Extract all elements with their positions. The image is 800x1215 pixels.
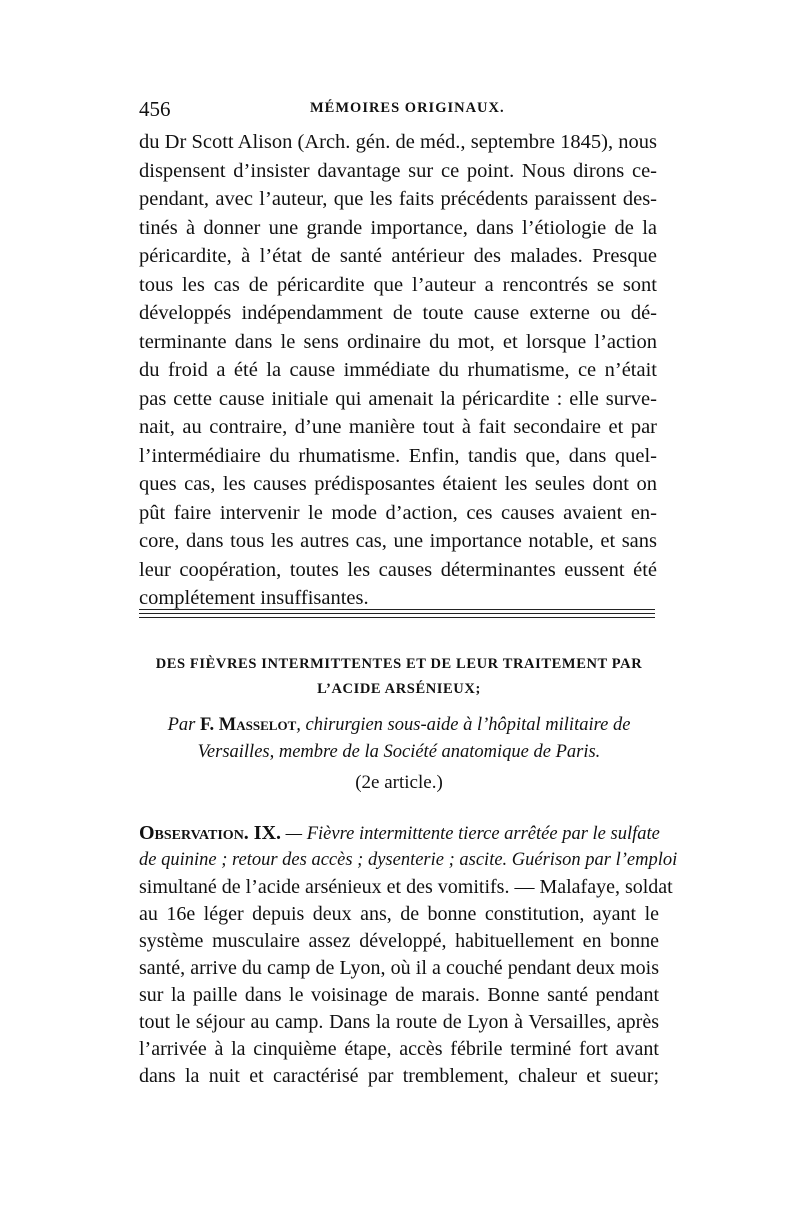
text-line: du froid a été la cause immédiate du rhumatisme, ce n’était — [139, 359, 657, 381]
observation-paragraph — [139, 820, 678, 1090]
text-line: complétement insuffisantes. — [139, 587, 369, 609]
text-line: l’intermédiaire du rhumatisme. Enfin, tandis que, dans quel- — [139, 444, 657, 467]
text-line: tous les cas de péricardite que l’auteur a rencontrés se sont — [139, 273, 657, 296]
text-line: tinés à donner une grande importance, dans l’étiologie de la — [139, 216, 657, 239]
text-line: sur la paille dans le voisinage de marais. Bonne santé pendant — [139, 984, 659, 1006]
byline-affiliation-2: Versailles, membre de la Société anatomique de Paris. — [197, 742, 601, 762]
article-title-line: L’ACIDE ARSÉNIEUX; — [317, 681, 481, 697]
text-line: pût faire intervenir le mode d’action, ces causes avaient en- — [139, 501, 657, 524]
divider-rule — [139, 617, 655, 618]
text-line: système musculaire assez développé, habituellement en bonne — [139, 930, 659, 952]
text-line: tout le séjour au camp. Dans la route de Lyon à Versailles, après — [139, 1011, 659, 1033]
text-line: simultané de l’acide arsénieux et des vomitifs. — Malafaye, soldat — [139, 876, 673, 898]
article-title-line: DES FIÈVRES INTERMITTENTES ET DE LEUR TRAITEMENT PAR — [155, 656, 643, 672]
text-line: leur coopération, toutes les causes déterminantes eussent été — [139, 558, 657, 581]
text-line: terminante dans le sens ordinaire du mot, et lorsque l’action — [139, 330, 657, 353]
section-divider — [139, 609, 655, 621]
paragraph-1 — [139, 128, 657, 613]
article-number: (2e article.) — [355, 772, 443, 793]
text-line: pendant, avec l’auteur, que les faits précédents paraissent des- — [139, 188, 657, 210]
running-title: MÉMOIRES ORIGINAUX. — [310, 100, 505, 116]
article-title — [139, 652, 659, 702]
text-line: nait, au contraire, d’une manière tout à fait secondaire et par — [139, 416, 657, 438]
page-header — [139, 97, 655, 125]
author-name: F. Masselot — [199, 715, 297, 735]
text-line: au 16e léger depuis deux ans, de bonne constitution, ayant le — [139, 903, 659, 925]
text-line: l’arrivée à la cinquième étape, accès fébrile terminé fort avant — [139, 1038, 659, 1060]
text-line: de quinine ; retour des accès ; dysenterie ; ascite. Guérison par l’emploi — [139, 850, 678, 870]
divider-rule — [139, 609, 655, 610]
text-line: dans la nuit et caractérisé par tremblement, chaleur et sueur; — [139, 1065, 659, 1087]
text-line: ques cas, les causes prédisposantes étaient les seules dont on — [139, 473, 657, 495]
text-line: péricardite, à l’état de santé antérieur des malades. Presque — [139, 245, 657, 267]
byline-affiliation: , chirurgien sous-aide à l’hôpital militaire de — [296, 715, 631, 735]
page-number: 456 — [139, 97, 171, 121]
text-line: du Dr Scott Alison (Arch. gén. de méd., septembre 1845), nous — [139, 131, 657, 153]
text-line: core, dans tous les autres cas, une importance notable, et sans — [139, 530, 657, 552]
observation-heading: Observation. IX. — [139, 822, 282, 844]
text-line: Observation. IX. — Fièvre intermittente tierce arrêtée par le sulfate — [139, 822, 660, 844]
text-line: dispensent d’insister davantage sur ce point. Nous dirons ce- — [139, 159, 657, 182]
byline — [139, 712, 659, 766]
text-line: pas cette cause initiale qui amenait la péricardite : elle surve- — [139, 387, 657, 410]
text-line: santé, arrive du camp de Lyon, où il a couché pendant deux mois — [139, 957, 659, 979]
byline-par: Par — [167, 715, 196, 735]
divider-rule — [139, 613, 655, 614]
text-line: développés indépendamment de toute cause externe ou dé- — [139, 302, 657, 324]
